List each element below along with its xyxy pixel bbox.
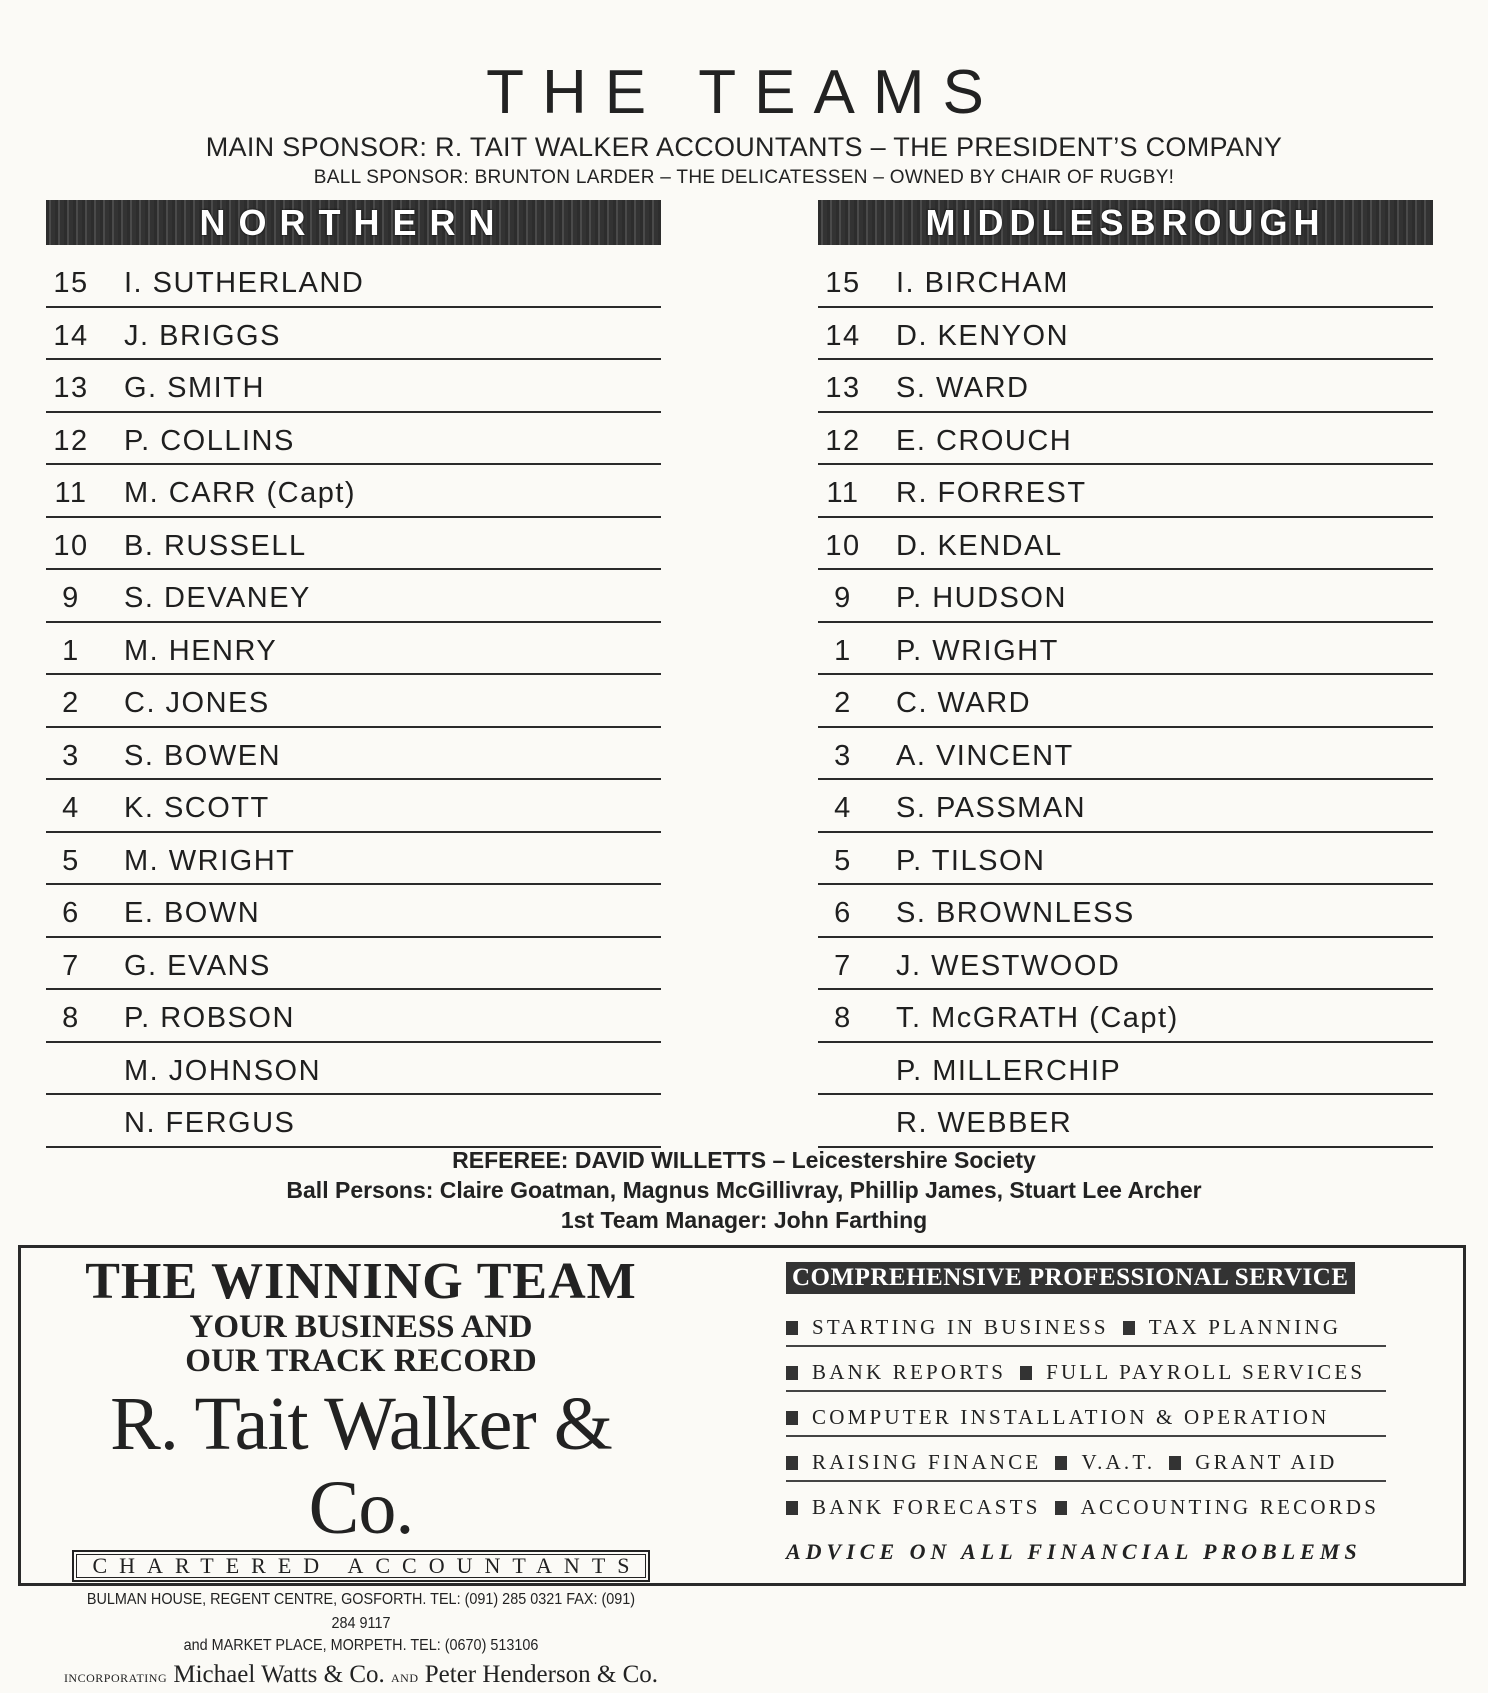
- player-row: [46, 728, 661, 781]
- service-item: FULL PAYROLL SERVICES: [1046, 1360, 1366, 1384]
- service-item: BANK REPORTS: [812, 1360, 1007, 1384]
- player-number: 13: [53, 372, 89, 404]
- player-row: [818, 570, 1433, 623]
- player-row: [46, 360, 661, 413]
- team-northern: [46, 200, 661, 1148]
- service-row: [786, 1437, 1386, 1482]
- player-number: 4: [62, 792, 80, 824]
- player-name: S. BOWEN: [124, 739, 282, 772]
- player-name: R. FORREST: [896, 477, 1087, 509]
- team-manager-line: 1st Team Manager: John Farthing: [560, 1207, 928, 1233]
- incorporating-label: INCORPORATING: [63, 1671, 168, 1685]
- ball-persons-line: Ball Persons: Claire Goatman, Magnus McGillivray, Phillip James, Stuart Lee Archer: [286, 1177, 1202, 1203]
- player-row: [46, 675, 661, 728]
- player-row: [46, 518, 661, 571]
- square-bullet-icon: [786, 1501, 798, 1515]
- player-number: 1: [62, 634, 80, 667]
- player-number: 9: [834, 582, 852, 614]
- player-number: 7: [62, 949, 80, 982]
- service-item: RAISING FINANCE: [812, 1450, 1042, 1474]
- service-row: [786, 1392, 1386, 1437]
- player-name: D. KENYON: [896, 319, 1070, 352]
- player-number: 11: [826, 477, 860, 509]
- player-name: S. PASSMAN: [896, 792, 1087, 824]
- player-row: [46, 255, 661, 308]
- player-name: M. WRIGHT: [124, 844, 296, 877]
- player-number: 7: [834, 949, 852, 982]
- services-list: [786, 1302, 1386, 1525]
- incorp-firm-2: Peter Henderson & Co.: [424, 1661, 659, 1688]
- player-row: [818, 990, 1433, 1043]
- player-number: 3: [62, 739, 80, 772]
- advice-line: ADVICE ON ALL FINANCIAL PROBLEMS: [786, 1539, 1362, 1564]
- square-bullet-icon: [1169, 1456, 1181, 1470]
- player-name: D. KENDAL: [896, 529, 1063, 562]
- incorp-firm-1: Michael Watts & Co.: [173, 1661, 385, 1688]
- player-name: C. JONES: [124, 687, 270, 719]
- service-row: [786, 1482, 1386, 1525]
- player-name: P. TILSON: [896, 844, 1046, 877]
- player-number: 12: [825, 424, 861, 457]
- player-number: 11: [54, 477, 88, 509]
- player-name: I. BIRCHAM: [896, 267, 1069, 299]
- player-row: [818, 675, 1433, 728]
- player-number: 14: [825, 319, 861, 352]
- player-row: [818, 518, 1433, 571]
- player-name: P. COLLINS: [124, 424, 295, 457]
- advert-headline: THE WINNING TEAM: [85, 1253, 637, 1310]
- service-item: BANK FORECASTS: [812, 1495, 1041, 1519]
- player-row: [818, 413, 1433, 466]
- player-row: [46, 833, 661, 886]
- incorporating-line: [51, 1660, 671, 1693]
- player-name: E. CROUCH: [896, 424, 1073, 457]
- service-item: STARTING IN BUSINESS: [812, 1315, 1109, 1339]
- player-name: R. WEBBER: [896, 1107, 1073, 1139]
- player-row: [46, 623, 661, 676]
- player-row: [46, 1043, 661, 1096]
- roster-northern: [46, 255, 661, 1148]
- player-number: 6: [834, 897, 852, 929]
- player-number: 8: [834, 1002, 852, 1034]
- player-row: [46, 413, 661, 466]
- team-header-northern: NORTHERN: [46, 200, 661, 245]
- services-title: COMPREHENSIVE PROFESSIONAL SERVICE: [786, 1262, 1355, 1294]
- player-name: I. SUTHERLAND: [124, 267, 365, 299]
- player-name: S. DEVANEY: [124, 582, 311, 614]
- player-row: [46, 885, 661, 938]
- player-name: T. McGRATH (Capt): [896, 1002, 1179, 1034]
- player-name: P. HUDSON: [896, 582, 1067, 614]
- player-name: E. BOWN: [124, 897, 261, 929]
- player-row: [818, 833, 1433, 886]
- service-item: COMPUTER INSTALLATION & OPERATION: [812, 1405, 1330, 1429]
- player-name: J. BRIGGS: [124, 319, 281, 352]
- player-number: 6: [62, 897, 80, 929]
- player-name: G. EVANS: [124, 949, 271, 982]
- address-morpeth: and MARKET PLACE, MORPETH. TEL: (0670) 513106: [183, 1637, 539, 1654]
- service-item: V.A.T.: [1081, 1450, 1156, 1474]
- and-label: AND: [391, 1671, 419, 1685]
- service-row: [786, 1302, 1386, 1347]
- player-number: 14: [53, 319, 89, 352]
- player-name: M. CARR (Capt): [124, 477, 357, 509]
- player-number: 2: [62, 687, 80, 719]
- player-name: P. MILLERCHIP: [896, 1054, 1122, 1087]
- player-row: [818, 360, 1433, 413]
- player-number: 1: [834, 634, 852, 667]
- player-name: M. JOHNSON: [124, 1054, 322, 1087]
- square-bullet-icon: [1055, 1456, 1067, 1470]
- ball-sponsor: BALL SPONSOR: BRUNTON LARDER – THE DELICATESSEN – OWNED BY CHAIR OF RUGBY!: [313, 167, 1175, 188]
- advert-sub-1: YOUR BUSINESS AND: [189, 1309, 533, 1345]
- team-header-middlesbrough: MIDDLESBROUGH: [818, 200, 1433, 245]
- square-bullet-icon: [786, 1366, 798, 1380]
- page-title: THE TEAMS: [486, 58, 1002, 127]
- player-number: 9: [62, 582, 80, 614]
- service-item: ACCOUNTING RECORDS: [1080, 1495, 1380, 1519]
- player-number: 10: [825, 529, 861, 562]
- player-number: 13: [825, 372, 861, 404]
- player-name: N. FERGUS: [124, 1107, 296, 1139]
- player-row: [818, 728, 1433, 781]
- player-row: [818, 465, 1433, 518]
- player-name: M. HENRY: [124, 634, 278, 667]
- player-row: [818, 780, 1433, 833]
- advert-left: [51, 1254, 671, 1693]
- player-name: J. WESTWOOD: [896, 949, 1121, 982]
- player-name: A. VINCENT: [896, 739, 1074, 772]
- player-name: K. SCOTT: [124, 792, 270, 824]
- player-number: 5: [62, 844, 80, 877]
- main-sponsor: MAIN SPONSOR: R. TAIT WALKER ACCOUNTANTS – THE PRESIDENT’S COMPANY: [205, 132, 1283, 162]
- chartered-accountants-label: CHARTERED ACCOUNTANTS: [72, 1550, 650, 1582]
- player-name: B. RUSSELL: [124, 529, 307, 562]
- service-item: TAX PLANNING: [1148, 1315, 1342, 1339]
- square-bullet-icon: [786, 1411, 798, 1425]
- address-gosforth: BULMAN HOUSE, REGENT CENTRE, GOSFORTH. TEL: (091) 285 0321 FAX: (091) 284 9117: [86, 1591, 636, 1632]
- player-row: [46, 780, 661, 833]
- player-number: 4: [834, 792, 852, 824]
- team-middlesbrough: [818, 200, 1433, 1148]
- player-row: [818, 885, 1433, 938]
- referee-line: REFEREE: DAVID WILLETTS – Leicestershire Society: [452, 1147, 1036, 1173]
- player-number: 15: [53, 267, 89, 299]
- player-number: 10: [53, 529, 89, 562]
- player-row: [818, 1043, 1433, 1096]
- player-row: [818, 308, 1433, 361]
- player-name: P. WRIGHT: [896, 634, 1059, 667]
- player-row: [818, 938, 1433, 991]
- player-row: [46, 465, 661, 518]
- player-row: [46, 1095, 661, 1148]
- player-row: [46, 570, 661, 623]
- player-name: G. SMITH: [124, 372, 265, 404]
- player-row: [818, 1095, 1433, 1148]
- square-bullet-icon: [1123, 1321, 1135, 1335]
- player-number: 12: [53, 424, 89, 457]
- player-number: 15: [825, 267, 861, 299]
- square-bullet-icon: [786, 1456, 798, 1470]
- player-name: S. WARD: [896, 372, 1030, 404]
- player-row: [46, 308, 661, 361]
- player-name: P. ROBSON: [124, 1002, 295, 1034]
- player-row: [46, 938, 661, 991]
- player-row: [46, 990, 661, 1043]
- player-number: 8: [62, 1002, 80, 1034]
- player-name: C. WARD: [896, 687, 1032, 719]
- service-row: [786, 1347, 1386, 1392]
- square-bullet-icon: [786, 1321, 798, 1335]
- advert-sub-2: OUR TRACK RECORD: [185, 1343, 537, 1379]
- player-number: 5: [834, 844, 852, 877]
- advertisement: [18, 1245, 1466, 1688]
- player-row: [818, 255, 1433, 308]
- firm-name: R. Tait Walker & Co.: [110, 1382, 612, 1550]
- roster-middlesbrough: [818, 255, 1433, 1148]
- service-item: GRANT AID: [1195, 1450, 1338, 1474]
- player-number: 3: [834, 739, 852, 772]
- player-row: [818, 623, 1433, 676]
- player-number: 2: [834, 687, 852, 719]
- player-name: S. BROWNLESS: [896, 897, 1135, 929]
- square-bullet-icon: [1055, 1501, 1067, 1515]
- advert-right: [786, 1262, 1386, 1565]
- square-bullet-icon: [1020, 1366, 1032, 1380]
